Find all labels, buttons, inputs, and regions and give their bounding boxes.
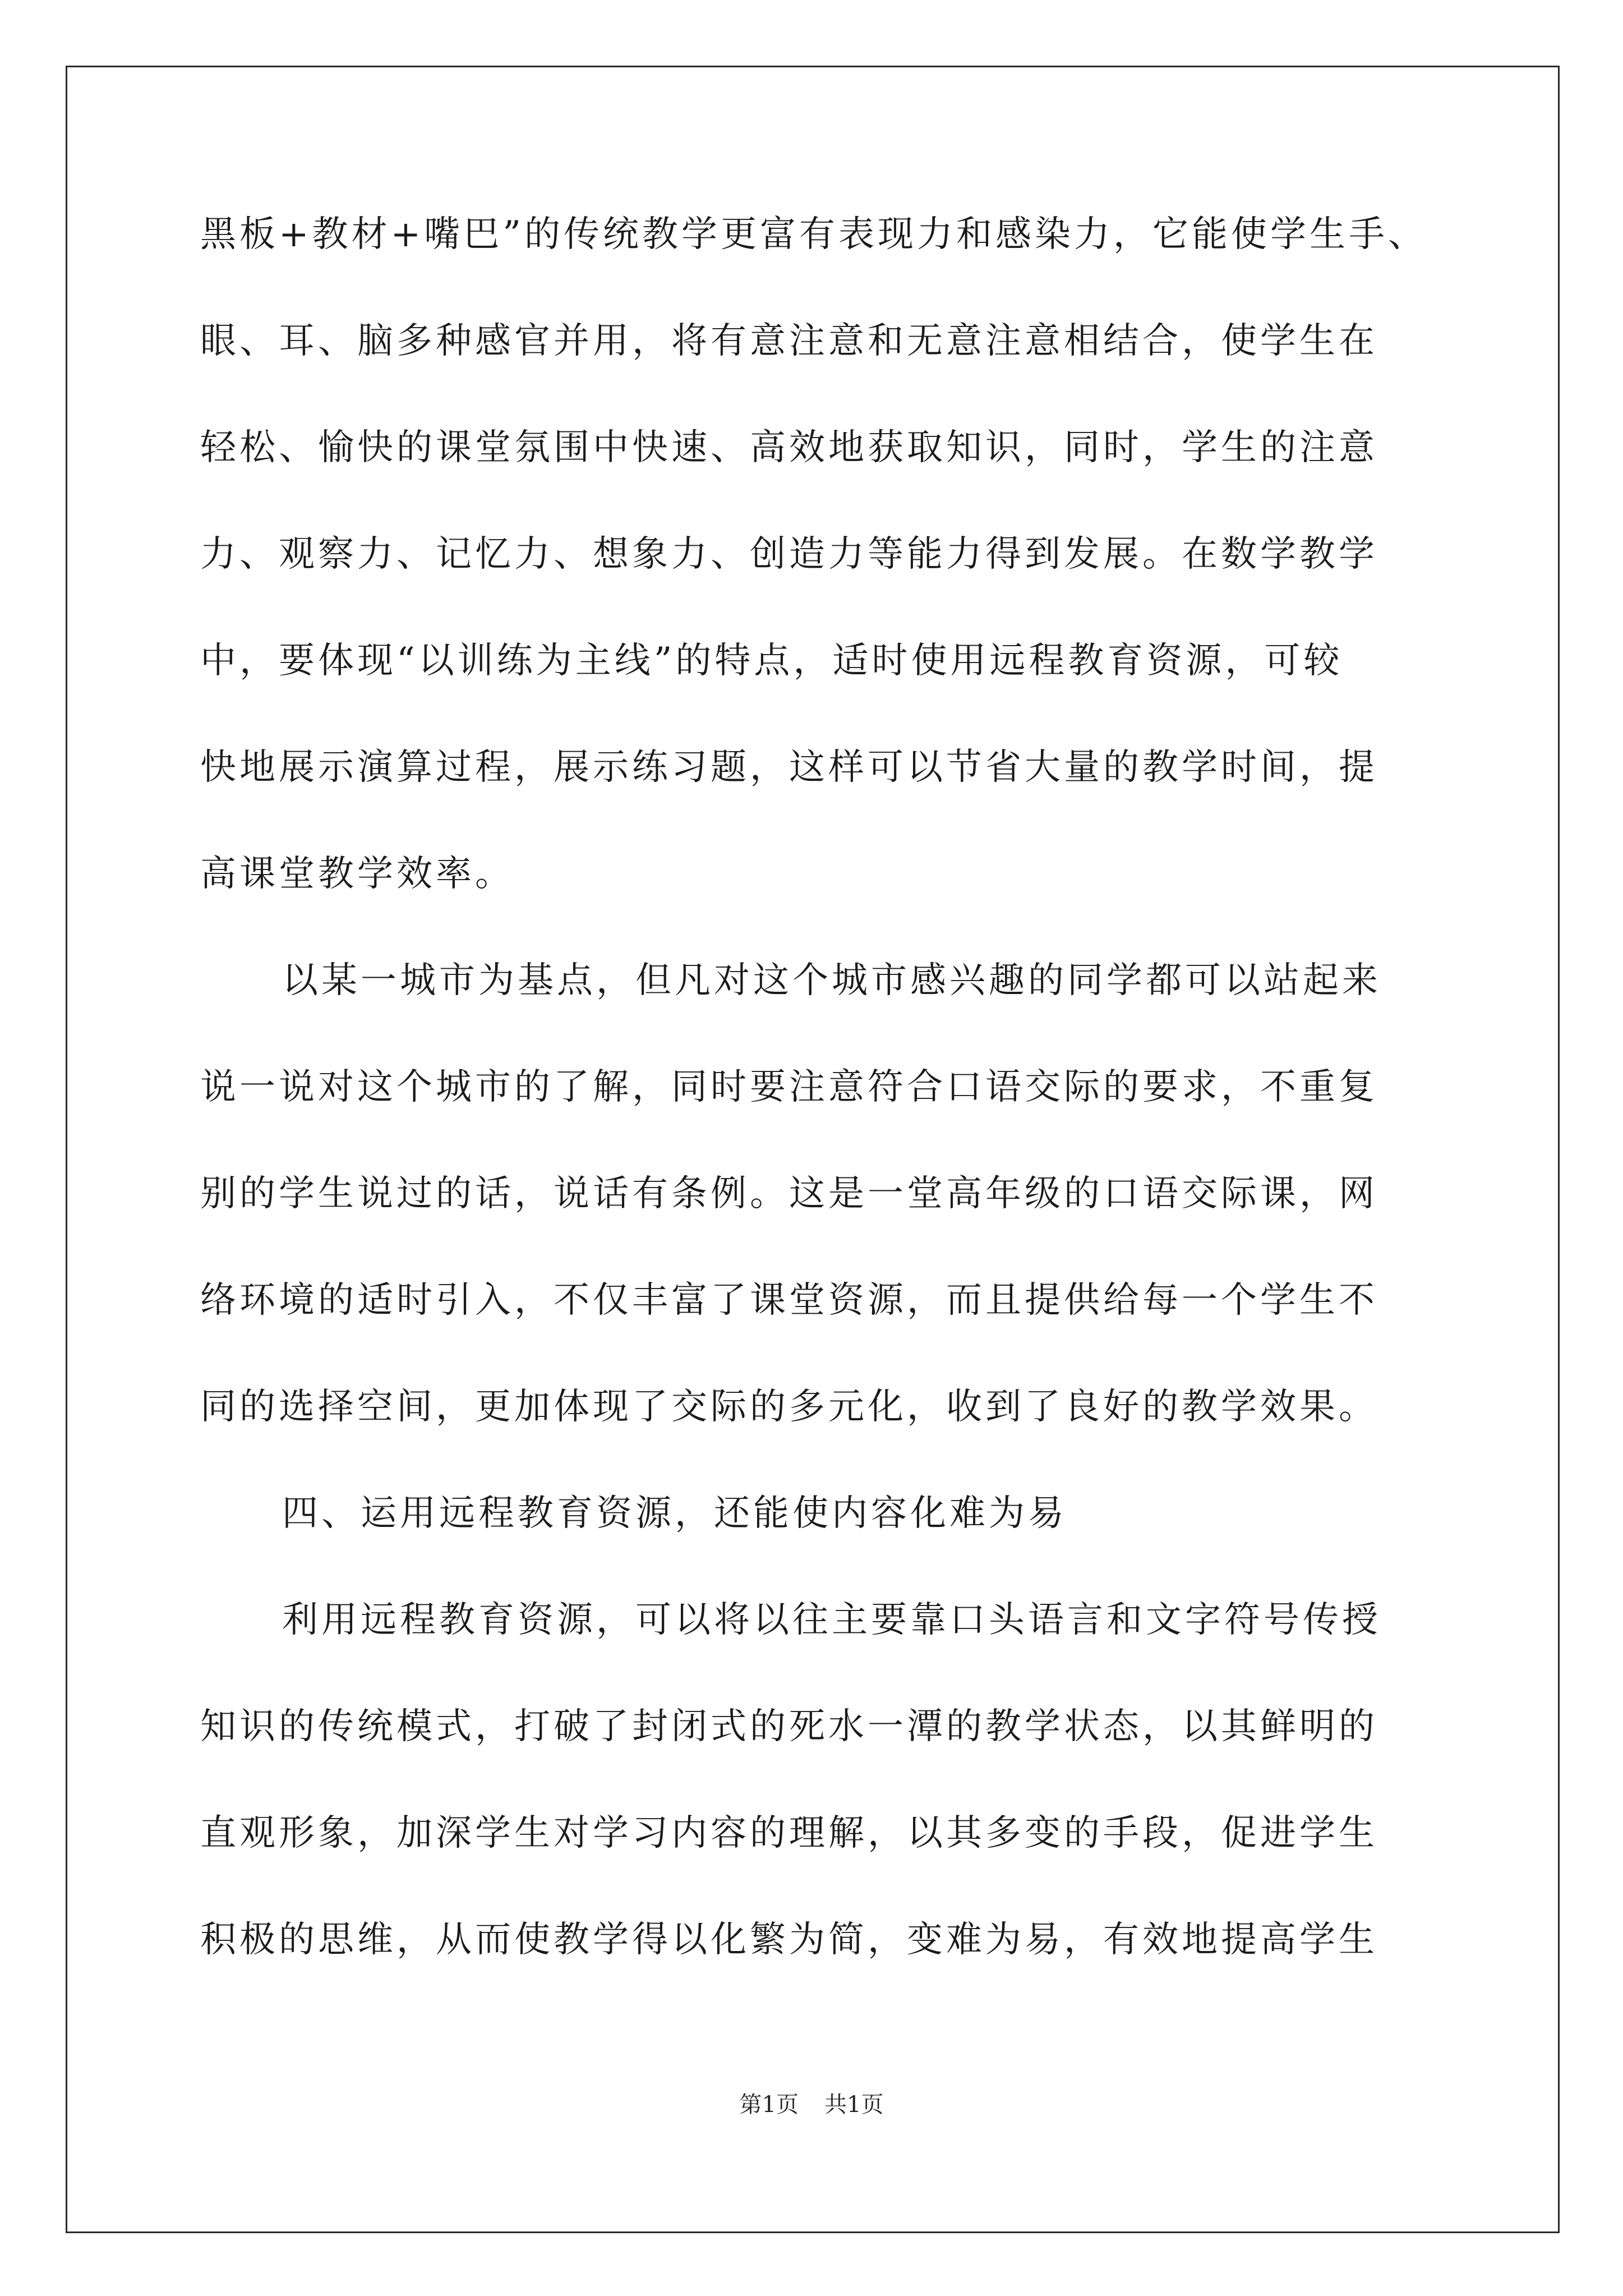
text-line: 轻松、愉快的课堂氛围中快速、高效地获取知识，同时，学生的注意 (200, 427, 1378, 468)
text-line: 同的选择空间，更加体现了交际的多元化，收到了良好的教学效果。 (200, 1386, 1378, 1428)
text-line: 别的学生说过的话，说话有条例。这是一堂高年级的口语交际课，网 (200, 1173, 1378, 1214)
text-line: 直观形象，加深学生对学习内容的理解，以其多变的手段，促进学生 (200, 1812, 1378, 1854)
paragraph-start-line: 利用远程教育资源，可以将以往主要靠口头语言和文字符号传授 (282, 1599, 1381, 1641)
text-line: 说一说对这个城市的了解，同时要注意符合口语交际的要求，不重复 (200, 1066, 1378, 1108)
text-line: 络环境的适时引入，不仅丰富了课堂资源，而且提供给每一个学生不 (200, 1280, 1378, 1321)
text-line: 眼、耳、脑多种感官并用，将有意注意和无意注意相结合，使学生在 (200, 320, 1378, 362)
section-heading: 四、运用远程教育资源，还能使内容化难为易 (282, 1493, 1067, 1534)
text-line: 黑板+教材+嘴巴”的传统教学更富有表现力和感染力，它能使学生手、 (200, 214, 1427, 255)
page-total-label: 共1页 (824, 2092, 884, 2118)
text-line: 知识的传统模式，打破了封闭式的死水一潭的教学状态，以其鲜明的 (200, 1706, 1378, 1747)
text-line: 积极的思维，从而使教学得以化繁为简，变难为易，有效地提高学生 (200, 1919, 1378, 1961)
text-line: 中，要体现“以训练为主线”的特点，适时使用远程教育资源，可较 (200, 640, 1343, 682)
text-line: 力、观察力、记忆力、想象力、创造力等能力得到发展。在数学教学 (200, 533, 1378, 575)
page-footer (0, 2088, 1623, 2122)
document-body (200, 181, 1432, 1993)
text-line: 快地展示演算过程，展示练习题，这样可以节省大量的教学时间，提 (200, 747, 1378, 788)
paragraph-start-line: 以某一城市为基点，但凡对这个城市感兴趣的同学都可以站起来 (282, 960, 1381, 1001)
page-number-label: 第1页 (739, 2092, 799, 2118)
text-line: 高课堂教学效率。 (200, 853, 514, 895)
